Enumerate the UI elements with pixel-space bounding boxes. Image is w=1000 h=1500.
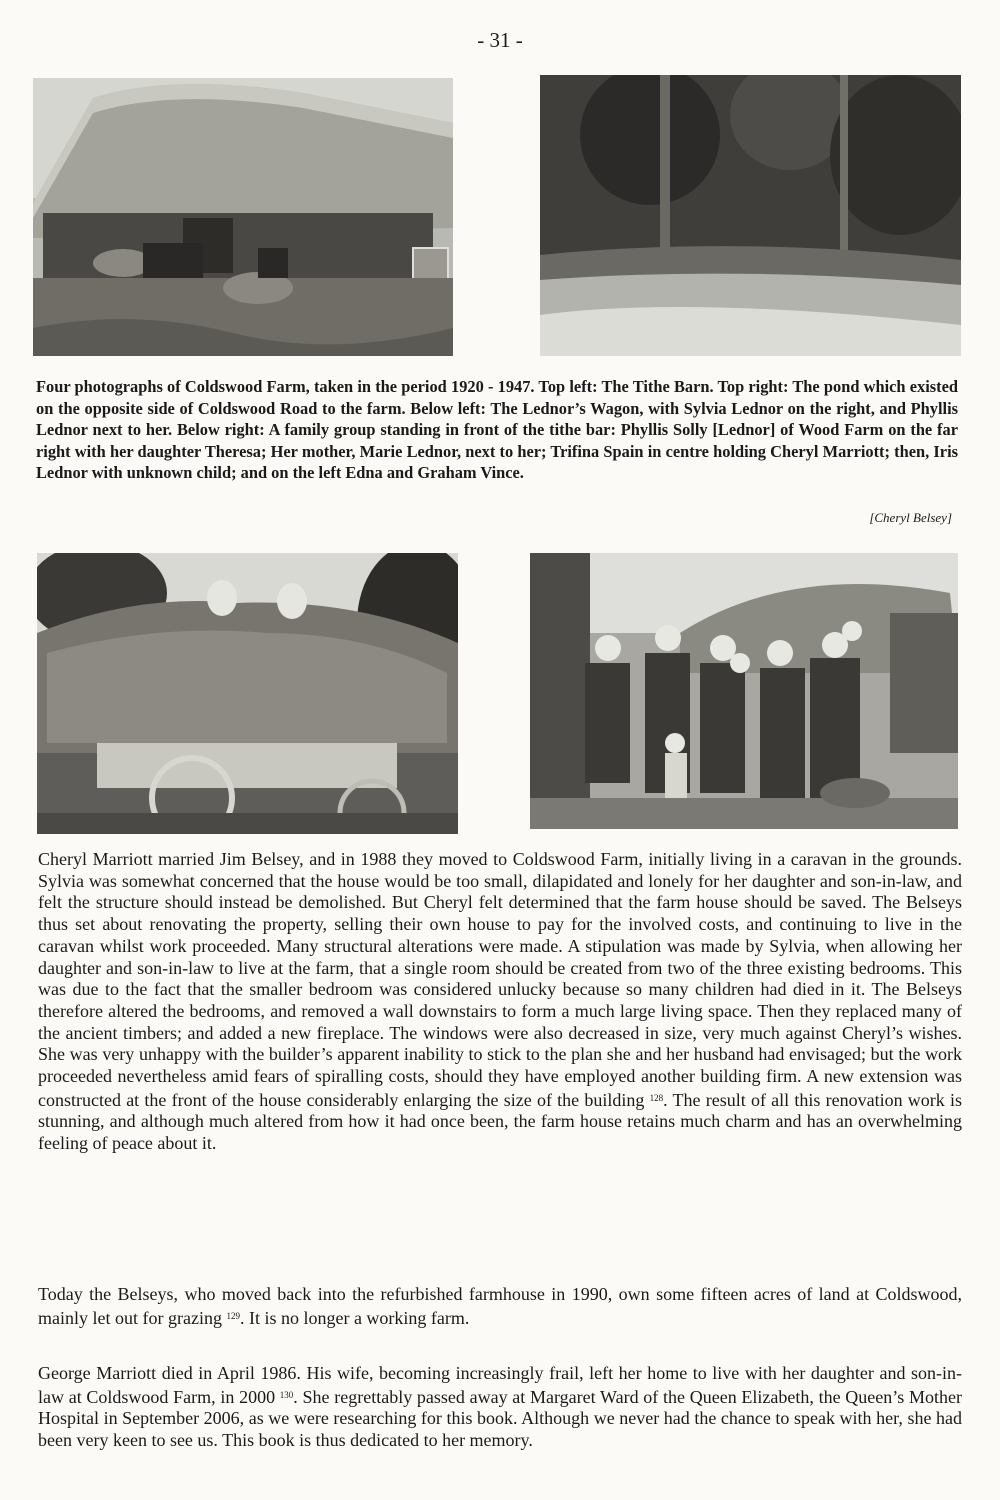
body-paragraph-renovation (38, 849, 962, 1155)
tithe-barn-picture (33, 78, 453, 356)
paragraph-text-continued: . It is no longer a working farm. (239, 1307, 470, 1328)
paragraph-text-continued: . She regrettably passed away at Margaret Ward of the Queen Elizabeth, the Queen’s Mother Hospital in September 2006, as we were researching for this book. Although we never had the chance to speak with her, she had been very keen to see us. This book is thus dedicated to her memory. (38, 1386, 962, 1451)
pond-picture (540, 75, 961, 356)
photo-credit: [Cheryl Belsey] (869, 510, 952, 525)
footnote-ref-130: 130 (279, 1389, 294, 1400)
body-paragraph-george-marriott (38, 1363, 962, 1452)
family-group-picture (530, 553, 958, 829)
paragraph-text: Cheryl Marriott married Jim Belsey, and in 1988 they moved to Coldswood Farm, initially living in a caravan in the grounds. Sylvia was somewhat concerned that the house would be too small, dilapidated and lonely for her daughter and son-in-law, and felt the structure should instead be demolished. But Cheryl felt determined that the farm house should be saved. The Belseys thus set about renovating the property, selling their own house to pay for the involved costs, and continuing to live in the caravan whilst work proceeded. Many structural alterations were made. A stipulation was made by Sylvia, when allowing her daughter and son-in-law to live at the farm, that a single room should be created from two of the three existing bedrooms. This was due to the fact that the smaller bedroom was considered unlucky because so many children had died in it. The Belseys therefore altered the bedrooms, and removed a wall downstairs to form a much large living space. Then they replaced many of the ancient timbers; and added a new fireplace. The windows were also decreased in size, very much against Cheryl’s wishes. She was very unhappy with the builder’s apparent inability to stick to the plan she and her husband had envisaged; but the work proceeded nevertheless amid fears of spiralling costs, should they have employed another building firm. A new extension was constructed at the front of the house considerably enlarging the size of the building (38, 849, 962, 1110)
photo-caption: Four photographs of Coldswood Farm, taken in the period 1920 - 1947. Top left: The Tithe Barn. Top right: The pond which existed on the opposite side of Coldswood Road to the farm. Below left: The Lednor’s Wagon, with Sylvia Lednor on the right, and Phyllis Lednor next to her. Below right: A family group standing in front of the tithe bar: Phyllis Solly [Lednor] of Wood Farm on the far right with her daughter Theresa; Her mother, Marie Lednor, next to her; Trifina Spain in centre holding Cheryl Marriott; then, Iris Lednor with unknown child; and on the left Edna and Graham Vince. (36, 377, 958, 483)
photo-tithe-barn (33, 78, 453, 356)
body-paragraph-today (38, 1284, 962, 1329)
footnote-ref-129: 129 (226, 1310, 240, 1321)
page-number: - 31 - (477, 28, 523, 52)
footnote-ref-128: 128 (649, 1092, 664, 1103)
photo-wagon (37, 553, 458, 834)
paragraph-text-continued: . The result of all this renovation work is stunning, and although much altered from how it had once been, the farm house retains much charm and has an overwhelming feeling of peace about it. (38, 1089, 963, 1154)
paragraph-text: George Marriott died in April 1986. His wife, becoming increasingly frail, left her home to live with her daughter and son-in-law at Coldswood Farm, in 2000 (38, 1363, 962, 1407)
photo-pond (540, 75, 961, 356)
wagon-picture (37, 553, 458, 834)
paragraph-text: Today the Belseys, who moved back into the refurbished farmhouse in 1990, own some fifteen acres of land at Coldswood, mainly let out for grazing (38, 1284, 962, 1328)
photo-family-group (530, 553, 958, 829)
